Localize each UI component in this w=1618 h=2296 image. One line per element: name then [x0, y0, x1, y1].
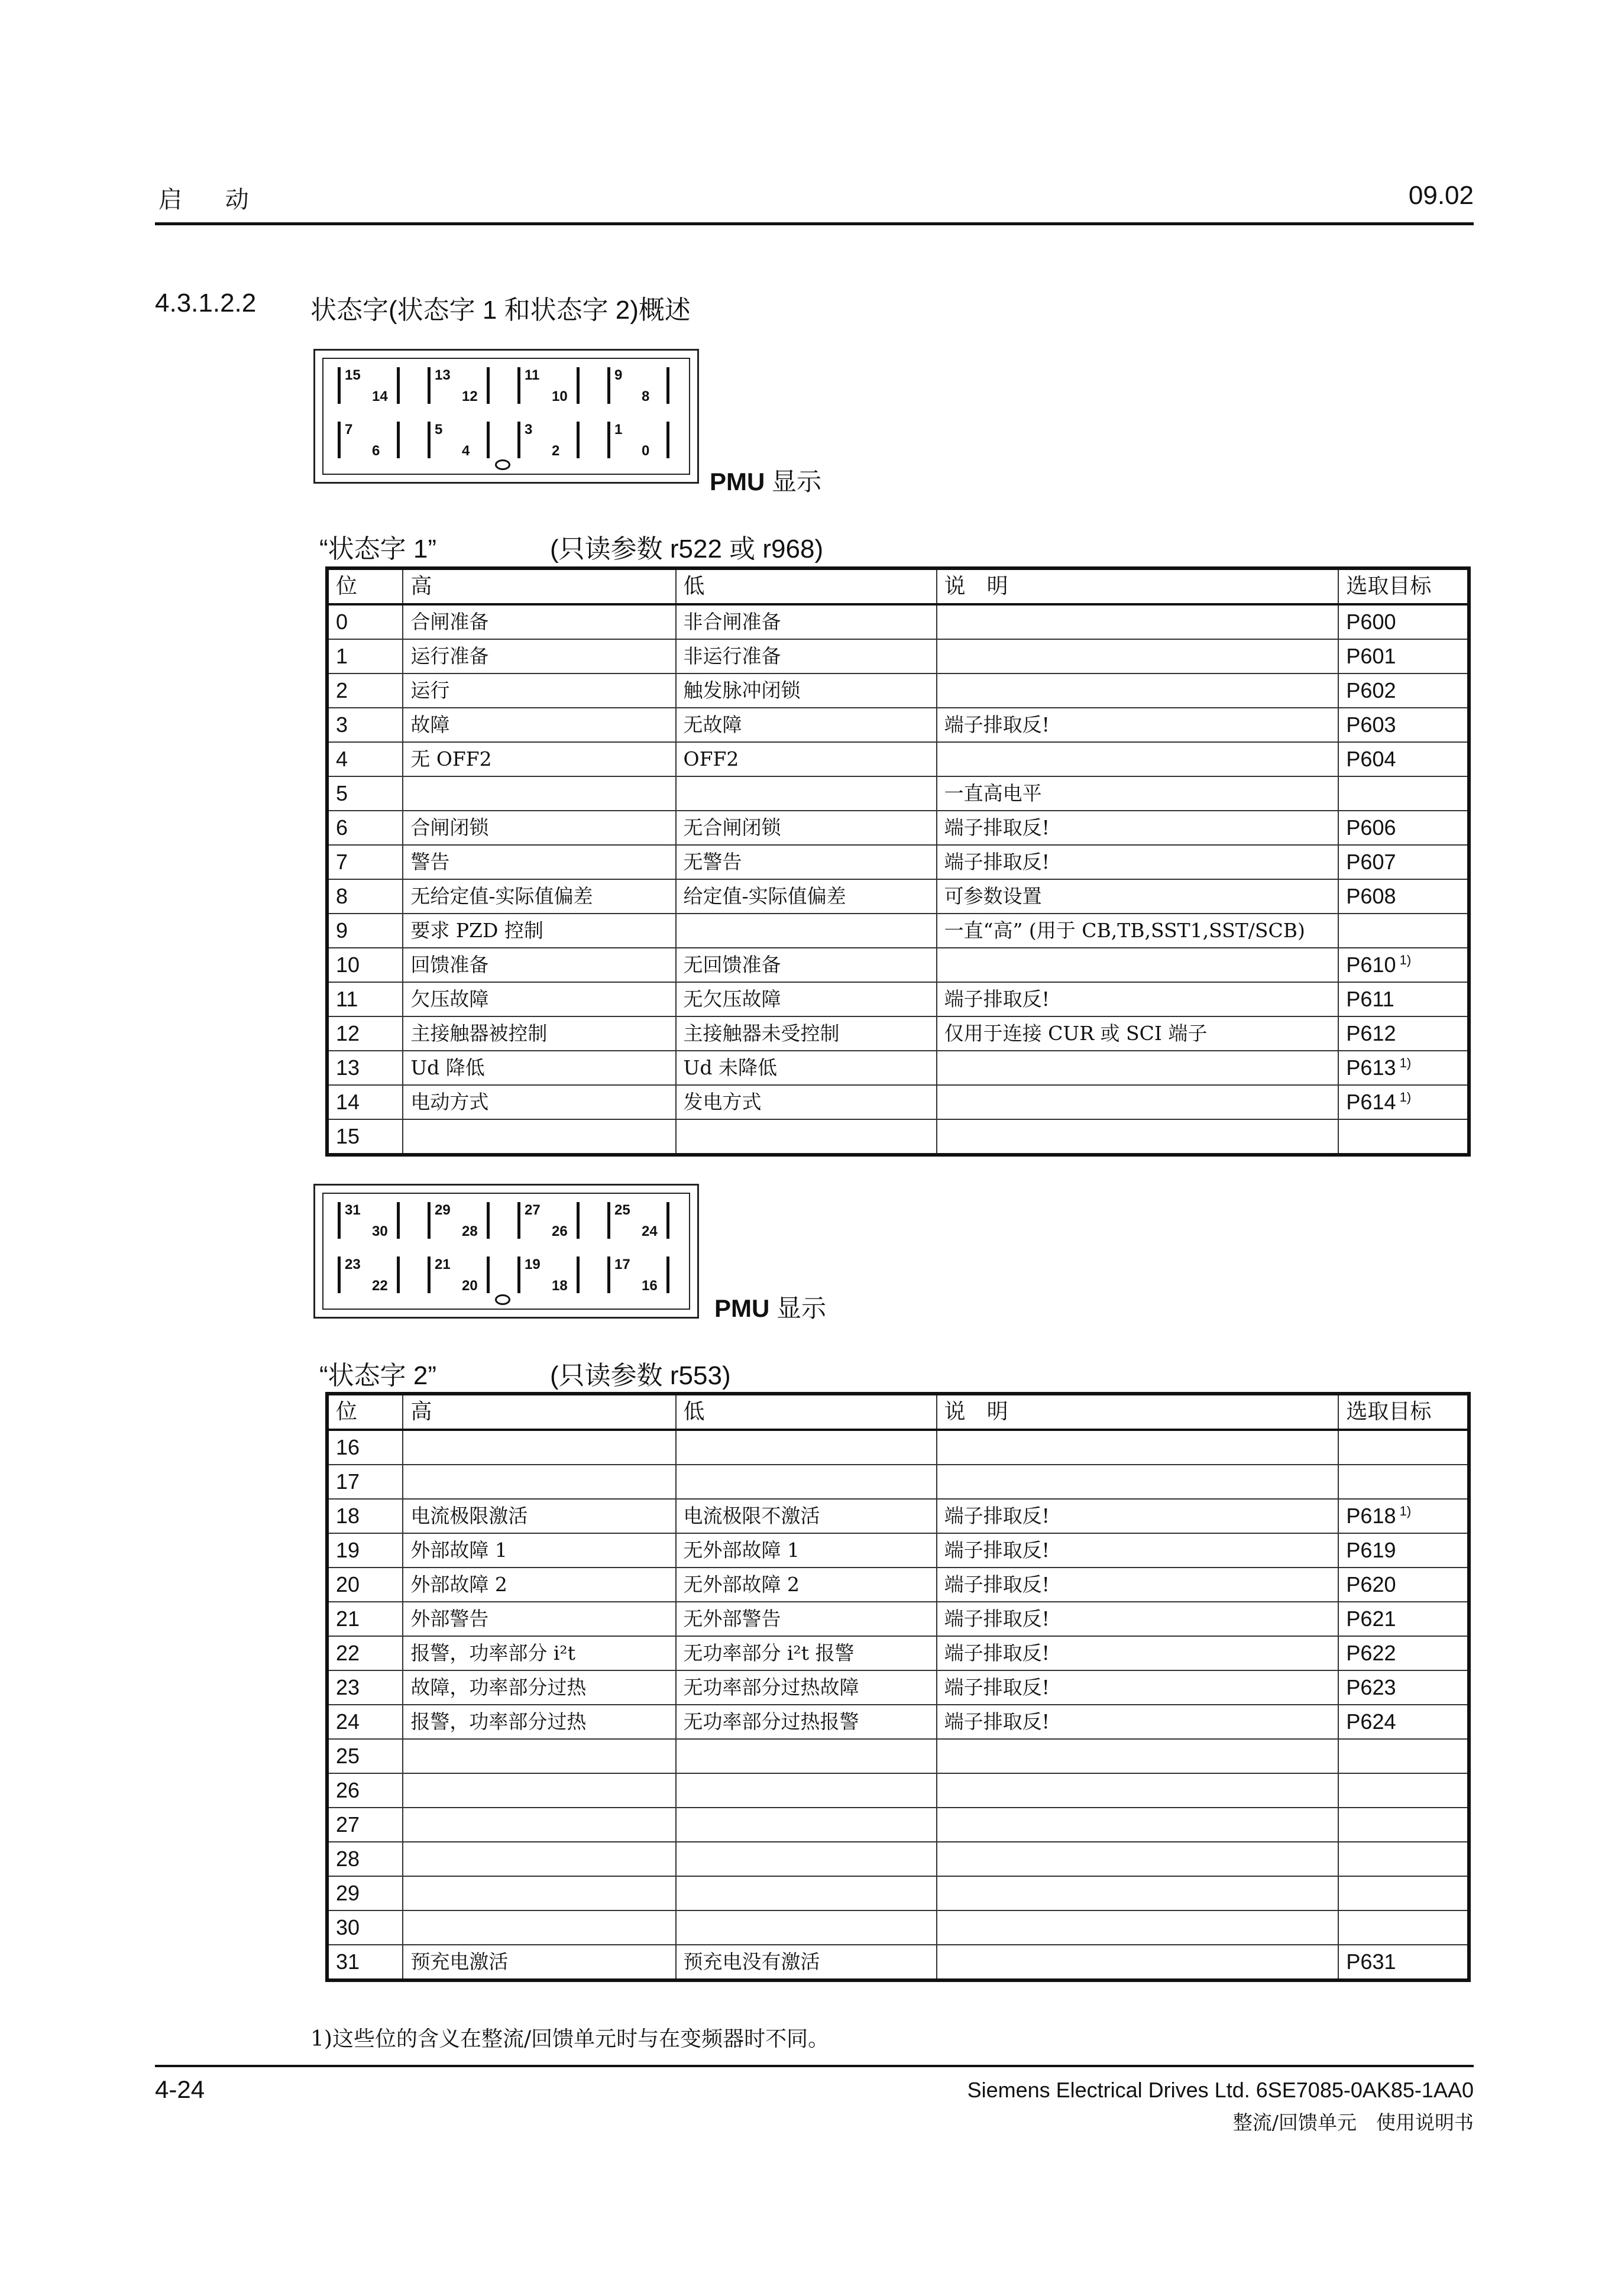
- pmu-segment: [577, 1202, 580, 1239]
- column-header: 低: [676, 1394, 937, 1430]
- description-cell: [937, 1051, 1339, 1085]
- pmu-bit-label: 29: [435, 1202, 451, 1218]
- description-cell: 仅用于连接 CUR 或 SCI 端子: [937, 1016, 1339, 1051]
- pmu-bit-label: 12: [462, 388, 478, 404]
- bit-cell: 4: [327, 742, 403, 776]
- description-cell: [937, 1085, 1339, 1119]
- description-cell: [937, 639, 1339, 673]
- status-word-2-params: (只读参数 r553): [550, 1361, 731, 1390]
- bit-cell: 28: [327, 1842, 403, 1876]
- bit-cell: 27: [327, 1808, 403, 1842]
- high-cell: 回馈准备: [403, 948, 675, 982]
- pmu-decimal-point: [495, 459, 510, 470]
- table-row: [327, 845, 1469, 879]
- description-cell: [937, 948, 1339, 982]
- table-row: [327, 1430, 1469, 1465]
- table-row: [327, 879, 1469, 914]
- low-cell: 无外部警告: [676, 1602, 937, 1636]
- column-header: 说 明: [937, 1394, 1339, 1430]
- description-cell: [937, 1773, 1339, 1808]
- description-cell: 端子排取反!: [937, 708, 1339, 742]
- high-cell: [403, 1773, 675, 1808]
- target-cell: [1338, 1430, 1469, 1465]
- pmu-bit-label: 19: [525, 1257, 541, 1272]
- low-cell: 无合闸闭锁: [676, 811, 937, 845]
- footer-rule: [155, 2065, 1474, 2067]
- pmu-bit-label: 24: [642, 1223, 658, 1239]
- bit-cell: 19: [327, 1533, 403, 1568]
- bit-cell: 21: [327, 1602, 403, 1636]
- bit-cell: 3: [327, 708, 403, 742]
- table-row: [327, 1085, 1469, 1119]
- pmu-bit-label: 27: [525, 1202, 541, 1218]
- low-cell: [676, 1430, 937, 1465]
- target-cell: P621: [1338, 1602, 1469, 1636]
- low-cell: [676, 1739, 937, 1773]
- description-cell: 端子排取反!: [937, 1499, 1339, 1533]
- target-cell: P622: [1338, 1636, 1469, 1670]
- bit-cell: 11: [327, 982, 403, 1016]
- pmu-bit-label: 8: [642, 388, 650, 404]
- pmu-segment: [517, 367, 520, 404]
- low-cell: OFF2: [676, 742, 937, 776]
- table-row: [327, 673, 1469, 708]
- target-cell: P624: [1338, 1705, 1469, 1739]
- pmu-segment: [666, 1257, 669, 1293]
- column-header: 高: [403, 1394, 675, 1430]
- description-cell: [937, 1119, 1339, 1155]
- footer-publisher: Siemens Electrical Drives Ltd. 6SE7085-0AK85-1AA0: [967, 2078, 1474, 2102]
- table-row: [327, 1016, 1469, 1051]
- pmu-bit-label: 10: [552, 388, 568, 404]
- bit-cell: 23: [327, 1670, 403, 1705]
- column-header: 低: [676, 568, 937, 604]
- high-cell: [403, 1739, 675, 1773]
- high-cell: 欠压故障: [403, 982, 675, 1016]
- low-cell: 无回馈准备: [676, 948, 937, 982]
- pmu-bit-label: 22: [372, 1278, 388, 1294]
- bit-cell: 2: [327, 673, 403, 708]
- description-cell: 端子排取反!: [937, 982, 1339, 1016]
- pmu-bit-label: 25: [614, 1202, 630, 1218]
- table-row: [327, 1910, 1469, 1945]
- target-cell: P612: [1338, 1016, 1469, 1051]
- page-number: 4-24: [155, 2075, 205, 2103]
- target-cell: [1338, 1773, 1469, 1808]
- bit-cell: 10: [327, 948, 403, 982]
- low-cell: 无功率部分 i²t 报警: [676, 1636, 937, 1670]
- target-cell: P611: [1338, 982, 1469, 1016]
- pmu-display-2: [313, 1184, 699, 1319]
- pmu-bit-label: 1: [614, 422, 623, 438]
- high-cell: [403, 1876, 675, 1910]
- high-cell: 外部警告: [403, 1602, 675, 1636]
- description-cell: [937, 1910, 1339, 1945]
- status-word-1-title: “状态字 1”: [319, 535, 436, 564]
- bit-cell: 17: [327, 1465, 403, 1499]
- bit-cell: 13: [327, 1051, 403, 1085]
- footnote-marker: 1): [1396, 1055, 1412, 1070]
- description-cell: 端子排取反!: [937, 1568, 1339, 1602]
- pmu-segment: [666, 422, 669, 458]
- high-cell: 合闸准备: [403, 604, 675, 639]
- pmu-segment: [338, 1202, 341, 1239]
- low-cell: 发电方式: [676, 1085, 937, 1119]
- low-cell: 非合闸准备: [676, 604, 937, 639]
- pmu-segment: [607, 1202, 610, 1239]
- high-cell: Ud 降低: [403, 1051, 675, 1085]
- pmu-caption-1: [710, 462, 821, 498]
- bit-cell: 1: [327, 639, 403, 673]
- low-cell: 无警告: [676, 845, 937, 879]
- status-word-1-params: (只读参数 r522 或 r968): [550, 535, 824, 564]
- pmu-bit-label: 13: [435, 367, 451, 383]
- pmu-bit-label: 9: [614, 367, 623, 383]
- high-cell: 故障: [403, 708, 675, 742]
- target-cell: P602: [1338, 673, 1469, 708]
- table-row: [327, 1602, 1469, 1636]
- pmu-segment: [397, 1257, 400, 1293]
- high-cell: 预充电激活: [403, 1945, 675, 1980]
- target-cell: P606: [1338, 811, 1469, 845]
- target-cell: P631: [1338, 1945, 1469, 1980]
- column-header: 选取目标: [1338, 1394, 1469, 1430]
- target-cell: P608: [1338, 879, 1469, 914]
- pmu-bit-label: 28: [462, 1223, 478, 1239]
- low-cell: 给定值-实际值偏差: [676, 879, 937, 914]
- high-cell: 故障，功率部分过热: [403, 1670, 675, 1705]
- bit-cell: 0: [327, 604, 403, 639]
- table-row: [327, 604, 1469, 639]
- high-cell: 报警，功率部分 i²t: [403, 1636, 675, 1670]
- pmu-segment: [397, 1202, 400, 1239]
- description-cell: [937, 1465, 1339, 1499]
- table-row: [327, 1670, 1469, 1705]
- pmu-segment: [666, 1202, 669, 1239]
- header-chapter: 启 动: [158, 186, 267, 213]
- pmu-bit-label: 5: [435, 422, 443, 438]
- header-date: 09.02: [1408, 181, 1474, 210]
- pmu-segment: [338, 367, 341, 404]
- column-header: 高: [403, 568, 675, 604]
- low-cell: [676, 1842, 937, 1876]
- bit-cell: 7: [327, 845, 403, 879]
- bit-cell: 18: [327, 1499, 403, 1533]
- table-row: [327, 811, 1469, 845]
- high-cell: [403, 1430, 675, 1465]
- pmu-bit-label: 3: [525, 422, 533, 438]
- column-header: 位: [327, 1394, 403, 1430]
- target-cell: P623: [1338, 1670, 1469, 1705]
- bit-cell: 29: [327, 1876, 403, 1910]
- pmu-segment: [517, 1202, 520, 1239]
- table-header-row: [327, 1394, 1469, 1430]
- high-cell: 外部故障 2: [403, 1568, 675, 1602]
- high-cell: [403, 1910, 675, 1945]
- target-cell: [1338, 1876, 1469, 1910]
- table-header-row: [327, 568, 1469, 604]
- target-cell: P600: [1338, 604, 1469, 639]
- bit-cell: 8: [327, 879, 403, 914]
- high-cell: 要求 PZD 控制: [403, 914, 675, 948]
- description-cell: 端子排取反!: [937, 1533, 1339, 1568]
- pmu-bit-label: 26: [552, 1223, 568, 1239]
- description-cell: 端子排取反!: [937, 1705, 1339, 1739]
- pmu-segment: [517, 1257, 520, 1293]
- description-cell: [937, 1945, 1339, 1980]
- pmu-segment: [397, 367, 400, 404]
- high-cell: [403, 1808, 675, 1842]
- pmu-segment: [607, 1257, 610, 1293]
- pmu-bit-label: 6: [372, 443, 380, 459]
- table-row: [327, 1876, 1469, 1910]
- high-cell: 合闸闭锁: [403, 811, 675, 845]
- table-row: [327, 1945, 1469, 1980]
- pmu-segment: [487, 422, 490, 458]
- low-cell: 非运行准备: [676, 639, 937, 673]
- pmu-segment: [607, 367, 610, 404]
- low-cell: [676, 1808, 937, 1842]
- footnote-marker: 1): [1396, 1504, 1412, 1518]
- column-header: 选取目标: [1338, 568, 1469, 604]
- target-cell: [1338, 914, 1469, 948]
- pmu-caption-text: 显示: [769, 1294, 827, 1322]
- table-row: [327, 1705, 1469, 1739]
- target-cell: [1338, 1808, 1469, 1842]
- bit-cell: 16: [327, 1430, 403, 1465]
- pmu-bit-label: 21: [435, 1257, 451, 1272]
- footer-manual-title: 整流/回馈单元 使用说明书: [1232, 2111, 1474, 2134]
- pmu-bit-label: 4: [462, 443, 470, 459]
- pmu-display-1: [313, 349, 699, 484]
- bit-cell: 26: [327, 1773, 403, 1808]
- high-cell: 运行: [403, 673, 675, 708]
- description-cell: [937, 1842, 1339, 1876]
- table-row: [327, 1842, 1469, 1876]
- pmu-segment: [487, 367, 490, 404]
- low-cell: 无欠压故障: [676, 982, 937, 1016]
- low-cell: [676, 1465, 937, 1499]
- high-cell: 外部故障 1: [403, 1533, 675, 1568]
- table-row: [327, 1739, 1469, 1773]
- column-header: 位: [327, 568, 403, 604]
- table-row: [327, 776, 1469, 811]
- pmu-segment: [517, 422, 520, 458]
- description-cell: 端子排取反!: [937, 845, 1339, 879]
- target-cell: P620: [1338, 1568, 1469, 1602]
- pmu-segment: [607, 422, 610, 458]
- table-row: [327, 1808, 1469, 1842]
- description-cell: [937, 742, 1339, 776]
- description-cell: [937, 1739, 1339, 1773]
- pmu-caption-2: [714, 1289, 826, 1325]
- pmu-bit-label: 17: [614, 1257, 630, 1272]
- pmu-bit-label: 16: [642, 1278, 658, 1294]
- pmu-segment: [577, 1257, 580, 1293]
- table-row: [327, 1119, 1469, 1155]
- pmu-segment: [428, 1257, 431, 1293]
- description-cell: [937, 1876, 1339, 1910]
- table-row: [327, 1051, 1469, 1085]
- description-cell: [937, 1430, 1339, 1465]
- high-cell: 电流极限激活: [403, 1499, 675, 1533]
- high-cell: 无 OFF2: [403, 742, 675, 776]
- low-cell: [676, 776, 937, 811]
- low-cell: [676, 1119, 937, 1155]
- target-cell: [1338, 1739, 1469, 1773]
- bit-cell: 15: [327, 1119, 403, 1155]
- footnote-marker: 1): [1396, 953, 1412, 967]
- bit-cell: 25: [327, 1739, 403, 1773]
- description-cell: 可参数设置: [937, 879, 1339, 914]
- pmu-caption-text: 显示: [765, 468, 822, 496]
- status-word-2-title: “状态字 2”: [319, 1361, 436, 1390]
- description-cell: 端子排取反!: [937, 811, 1339, 845]
- bit-cell: 24: [327, 1705, 403, 1739]
- table-row: [327, 1568, 1469, 1602]
- low-cell: 预充电没有激活: [676, 1945, 937, 1980]
- bit-cell: 14: [327, 1085, 403, 1119]
- table-row: [327, 708, 1469, 742]
- bit-cell: 22: [327, 1636, 403, 1670]
- target-cell: P610 $^{1)}$: [1338, 948, 1469, 982]
- description-cell: 端子排取反!: [937, 1670, 1339, 1705]
- target-cell: P619: [1338, 1533, 1469, 1568]
- target-cell: P601: [1338, 639, 1469, 673]
- description-cell: [937, 673, 1339, 708]
- low-cell: [676, 1773, 937, 1808]
- pmu-decimal-point: [495, 1294, 510, 1305]
- pmu-segment: [577, 422, 580, 458]
- low-cell: [676, 1876, 937, 1910]
- bit-cell: 5: [327, 776, 403, 811]
- target-cell: [1338, 776, 1469, 811]
- high-cell: 报警，功率部分过热: [403, 1705, 675, 1739]
- low-cell: 无功率部分过热故障: [676, 1670, 937, 1705]
- low-cell: Ud 未降低: [676, 1051, 937, 1085]
- target-cell: P603: [1338, 708, 1469, 742]
- pmu-segment: [487, 1202, 490, 1239]
- bit-cell: 30: [327, 1910, 403, 1945]
- target-cell: [1338, 1465, 1469, 1499]
- pmu-segment: [487, 1257, 490, 1293]
- pmu-bit-label: 11: [525, 367, 540, 383]
- low-cell: 无外部故障 2: [676, 1568, 937, 1602]
- table-row: [327, 948, 1469, 982]
- low-cell: 电流极限不激活: [676, 1499, 937, 1533]
- high-cell: [403, 1842, 675, 1876]
- description-cell: 一直高电平: [937, 776, 1339, 811]
- section-title: 状态字(状态字 1 和状态字 2)概述: [310, 296, 691, 325]
- status-word-2-table: [325, 1392, 1471, 1982]
- pmu-bit-label: 15: [345, 367, 361, 383]
- target-cell: [1338, 1119, 1469, 1155]
- bit-cell: 12: [327, 1016, 403, 1051]
- high-cell: [403, 776, 675, 811]
- high-cell: 主接触器被控制: [403, 1016, 675, 1051]
- target-cell: P607: [1338, 845, 1469, 879]
- low-cell: 无外部故障 1: [676, 1533, 937, 1568]
- target-cell: P618 $^{1)}$: [1338, 1499, 1469, 1533]
- target-cell: [1338, 1910, 1469, 1945]
- high-cell: 无给定值-实际值偏差: [403, 879, 675, 914]
- pmu-bit-label: 31: [345, 1202, 361, 1218]
- high-cell: 警告: [403, 845, 675, 879]
- status-word-1-table: [325, 566, 1471, 1157]
- low-cell: [676, 1910, 937, 1945]
- pmu-segment: [338, 1257, 341, 1293]
- pmu-bit-label: 23: [345, 1257, 361, 1272]
- low-cell: 主接触器未受控制: [676, 1016, 937, 1051]
- high-cell: [403, 1465, 675, 1499]
- high-cell: [403, 1119, 675, 1155]
- table-row: [327, 1465, 1469, 1499]
- table-row: [327, 1499, 1469, 1533]
- target-cell: [1338, 1842, 1469, 1876]
- low-cell: 无故障: [676, 708, 937, 742]
- table-row: [327, 639, 1469, 673]
- pmu-segment: [397, 422, 400, 458]
- section-number: 4.3.1.2.2: [155, 289, 257, 318]
- pmu-segment: [577, 367, 580, 404]
- pmu-caption-bold: PMU: [714, 1294, 770, 1322]
- pmu-segment: [428, 367, 431, 404]
- target-cell: P604: [1338, 742, 1469, 776]
- pmu-bit-label: 14: [372, 388, 388, 404]
- bit-cell: 31: [327, 1945, 403, 1980]
- description-cell: 端子排取反!: [937, 1602, 1339, 1636]
- pmu-bit-label: 7: [345, 422, 353, 438]
- target-cell: P613 $^{1)}$: [1338, 1051, 1469, 1085]
- description-cell: 一直“高” (用于 CB,TB,SST1,SST/SCB): [937, 914, 1339, 948]
- pmu-segment: [338, 422, 341, 458]
- low-cell: 无功率部分过热报警: [676, 1705, 937, 1739]
- pmu-bit-label: 20: [462, 1278, 478, 1294]
- bit-cell: 9: [327, 914, 403, 948]
- pmu-bit-label: 2: [552, 443, 560, 459]
- description-cell: [937, 1808, 1339, 1842]
- table-row: [327, 1533, 1469, 1568]
- pmu-segment: [428, 1202, 431, 1239]
- footnote-marker: 1): [1396, 1090, 1412, 1105]
- low-cell: [676, 914, 937, 948]
- low-cell: 触发脉冲闭锁: [676, 673, 937, 708]
- bit-cell: 6: [327, 811, 403, 845]
- header-rule: [155, 222, 1474, 225]
- bit-cell: 20: [327, 1568, 403, 1602]
- table-row: [327, 742, 1469, 776]
- footnote: 1)这些位的含义在整流/回馈单元时与在变频器时不同。: [310, 2027, 830, 2051]
- pmu-segment: [666, 367, 669, 404]
- pmu-caption-bold: PMU: [710, 468, 765, 496]
- description-cell: [937, 604, 1339, 639]
- column-header: 说 明: [937, 568, 1339, 604]
- table-row: [327, 914, 1469, 948]
- high-cell: 电动方式: [403, 1085, 675, 1119]
- pmu-bit-label: 30: [372, 1223, 388, 1239]
- pmu-segment: [428, 422, 431, 458]
- pmu-bit-label: 0: [642, 443, 650, 459]
- pmu-bit-label: 18: [552, 1278, 568, 1294]
- high-cell: 运行准备: [403, 639, 675, 673]
- description-cell: 端子排取反!: [937, 1636, 1339, 1670]
- table-row: [327, 982, 1469, 1016]
- table-row: [327, 1773, 1469, 1808]
- target-cell: P614 $^{1)}$: [1338, 1085, 1469, 1119]
- table-row: [327, 1636, 1469, 1670]
